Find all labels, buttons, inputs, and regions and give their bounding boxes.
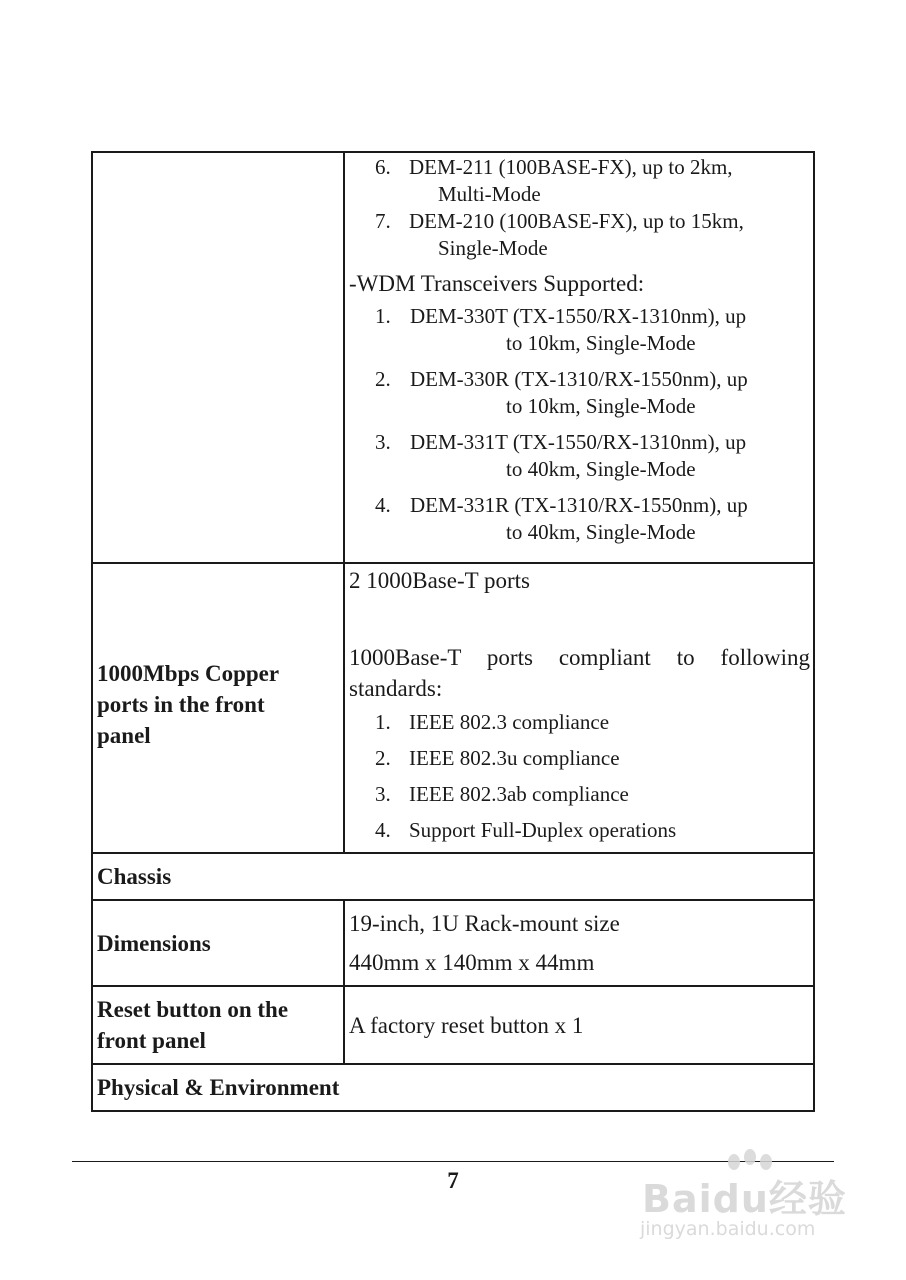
list-item: [345, 366, 813, 420]
chassis-row: [92, 853, 814, 900]
item-number: 7.: [375, 209, 391, 233]
list-item: [345, 781, 813, 808]
list-item: [345, 492, 813, 546]
copper-row: [92, 563, 814, 853]
reset-label-cell: [92, 986, 344, 1064]
copper-ports: 2 1000Base-T ports: [349, 568, 531, 593]
item-number: 4.: [375, 818, 391, 842]
item-text-cont: to 10km, Single-Mode: [506, 394, 696, 418]
item-text: IEEE 802.3 compliance: [409, 710, 610, 734]
item-number: 1.: [375, 710, 391, 734]
item-text: Support Full-Duplex operations: [409, 818, 677, 842]
list-item: [345, 154, 813, 208]
item-text-cont: to 10km, Single-Mode: [506, 331, 696, 355]
wdm-heading: -WDM Transceivers Supported:: [349, 271, 645, 296]
item-text: DEM-330T (TX-1550/RX-1310nm), up: [410, 304, 747, 328]
item-text-cont: Single-Mode: [438, 236, 548, 260]
copper-value-cell: [344, 563, 814, 853]
physical-heading-cell: [92, 1064, 814, 1111]
watermark-url: jingyan.baidu.com: [640, 1218, 816, 1240]
transceiver-list: [345, 153, 813, 262]
list-item: [345, 709, 813, 736]
wdm-list: [345, 303, 813, 546]
dimensions-value-cell: [344, 900, 814, 986]
chassis-heading: Chassis: [97, 864, 172, 889]
transceiver-row: [92, 152, 814, 563]
physical-row: [92, 1064, 814, 1111]
dimensions-line1: 19-inch, 1U Rack-mount size: [349, 911, 620, 936]
list-item: [345, 817, 813, 844]
list-item: [345, 429, 813, 483]
item-number: 3.: [375, 782, 391, 806]
standards-list: [345, 709, 813, 844]
item-text: DEM-331R (TX-1310/RX-1550nm), up: [410, 493, 748, 517]
item-text-cont: Multi-Mode: [438, 182, 541, 206]
dimensions-label-cell: [92, 900, 344, 986]
item-number: 4.: [375, 493, 391, 517]
item-number: 2.: [375, 746, 391, 770]
spec-table: [91, 151, 815, 1112]
dimensions-label: Dimensions: [97, 930, 211, 956]
reset-value-cell: [344, 986, 814, 1064]
item-number: 3.: [375, 430, 391, 454]
transceiver-cell: [344, 152, 814, 563]
copper-label: 1000Mbps Copper ports in the front panel: [97, 660, 279, 748]
item-number: 2.: [375, 367, 391, 391]
copper-label-cell: [92, 563, 344, 853]
list-item: [345, 745, 813, 772]
reset-label: Reset button on the front panel: [97, 997, 289, 1053]
watermark: [640, 1148, 860, 1248]
item-text: DEM-210 (100BASE-FX), up to 15km,: [409, 209, 744, 233]
item-text: IEEE 802.3ab compliance: [409, 782, 629, 806]
reset-row: [92, 986, 814, 1064]
physical-heading: Physical & Environment: [97, 1075, 340, 1100]
reset-value: A factory reset button x 1: [349, 1012, 584, 1038]
dimensions-line2: 440mm x 140mm x 44mm: [349, 950, 595, 975]
item-text-cont: to 40km, Single-Mode: [506, 457, 696, 481]
item-text: DEM-211 (100BASE-FX), up to 2km,: [409, 155, 733, 179]
item-text-cont: to 40km, Single-Mode: [506, 520, 696, 544]
list-item: [345, 303, 813, 357]
item-number: 6.: [375, 155, 391, 179]
page-number: 7: [447, 1168, 459, 1193]
empty-label-cell: [92, 152, 344, 563]
item-text: DEM-331T (TX-1550/RX-1310nm), up: [410, 430, 747, 454]
dimensions-row: [92, 900, 814, 986]
watermark-logo: Baidu经验: [642, 1177, 847, 1221]
item-number: 1.: [375, 304, 391, 328]
item-text: IEEE 802.3u compliance: [409, 746, 620, 770]
chassis-heading-cell: [92, 853, 814, 900]
list-item: [345, 208, 813, 262]
item-text: DEM-330R (TX-1310/RX-1550nm), up: [410, 367, 748, 391]
compliance-intro: 1000Base-T ports compliant to following standards:: [349, 645, 810, 701]
